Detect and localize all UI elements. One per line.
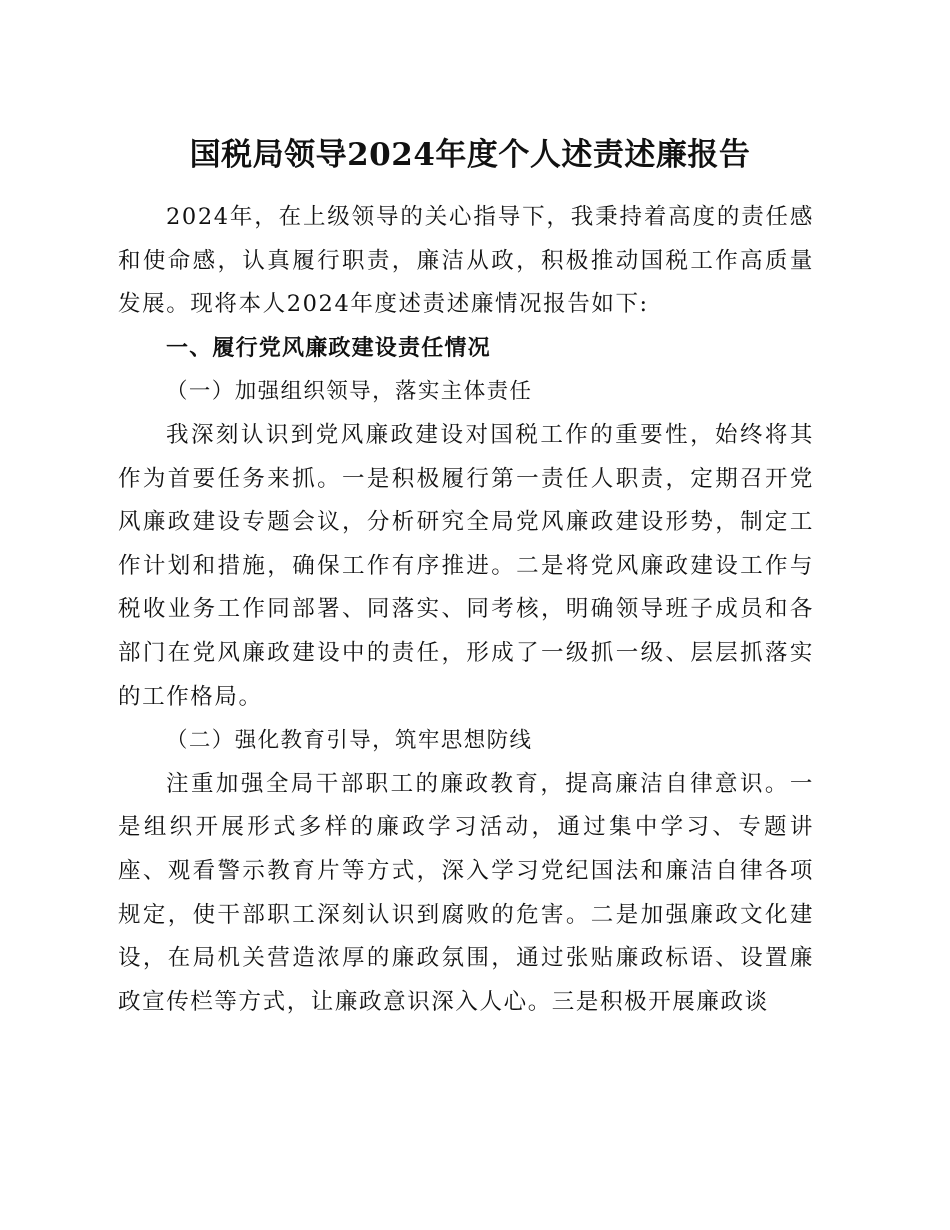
document-title: 国税局领导2024年度个人述责述廉报告 xyxy=(189,137,751,173)
subsection-heading-2: （二）强化教育引导，筑牢思想防线 xyxy=(166,728,533,754)
document-body xyxy=(118,196,814,1024)
section-heading: 一、履行党风廉政建设责任情况 xyxy=(166,335,491,361)
subsection-1-paragraph: 我深刻认识到党风廉政建设对国税工作的重要性，始终将其作为首要任务来抓。一是积极履行第一责任人职责，定期召开党风廉政建设专题会议，分析研究全局党风廉政建设形势，制定工作计划和措施，确保工作有序推进。二是将党风廉政建设工作与税收业务工作同部署、同落实、同考核，明确领导班子成员和各部门在党风廉政建设中的责任，形成了一级抓一级、层层抓落实的工作格局。 xyxy=(118,421,814,710)
subsection-heading-1: （一）加强组织领导，落实主体责任 xyxy=(166,379,533,405)
subsection-2-paragraph: 注重加强全局干部职工的廉政教育，提高廉洁自律意识。一是组织开展形式多样的廉政学习活动，通过集中学习、专题讲座、观看警示教育片等方式，深入学习党纪国法和廉洁自律各项规定，使干部职工深刻认识到腐败的危害。二是加强廉政文化建设，在局机关营造浓厚的廉政氛围，通过张贴廉政标语、设置廉政宣传栏等方式，让廉政意识深入人心。三是积极开展廉政谈 xyxy=(118,770,814,1015)
intro-paragraph: 2024年，在上级领导的关心指导下，我秉持着高度的责任感和使命感，认真履行职责，廉洁从政，积极推动国税工作高质量发展。现将本人2024年度述责述廉情况报告如下: xyxy=(118,204,814,318)
